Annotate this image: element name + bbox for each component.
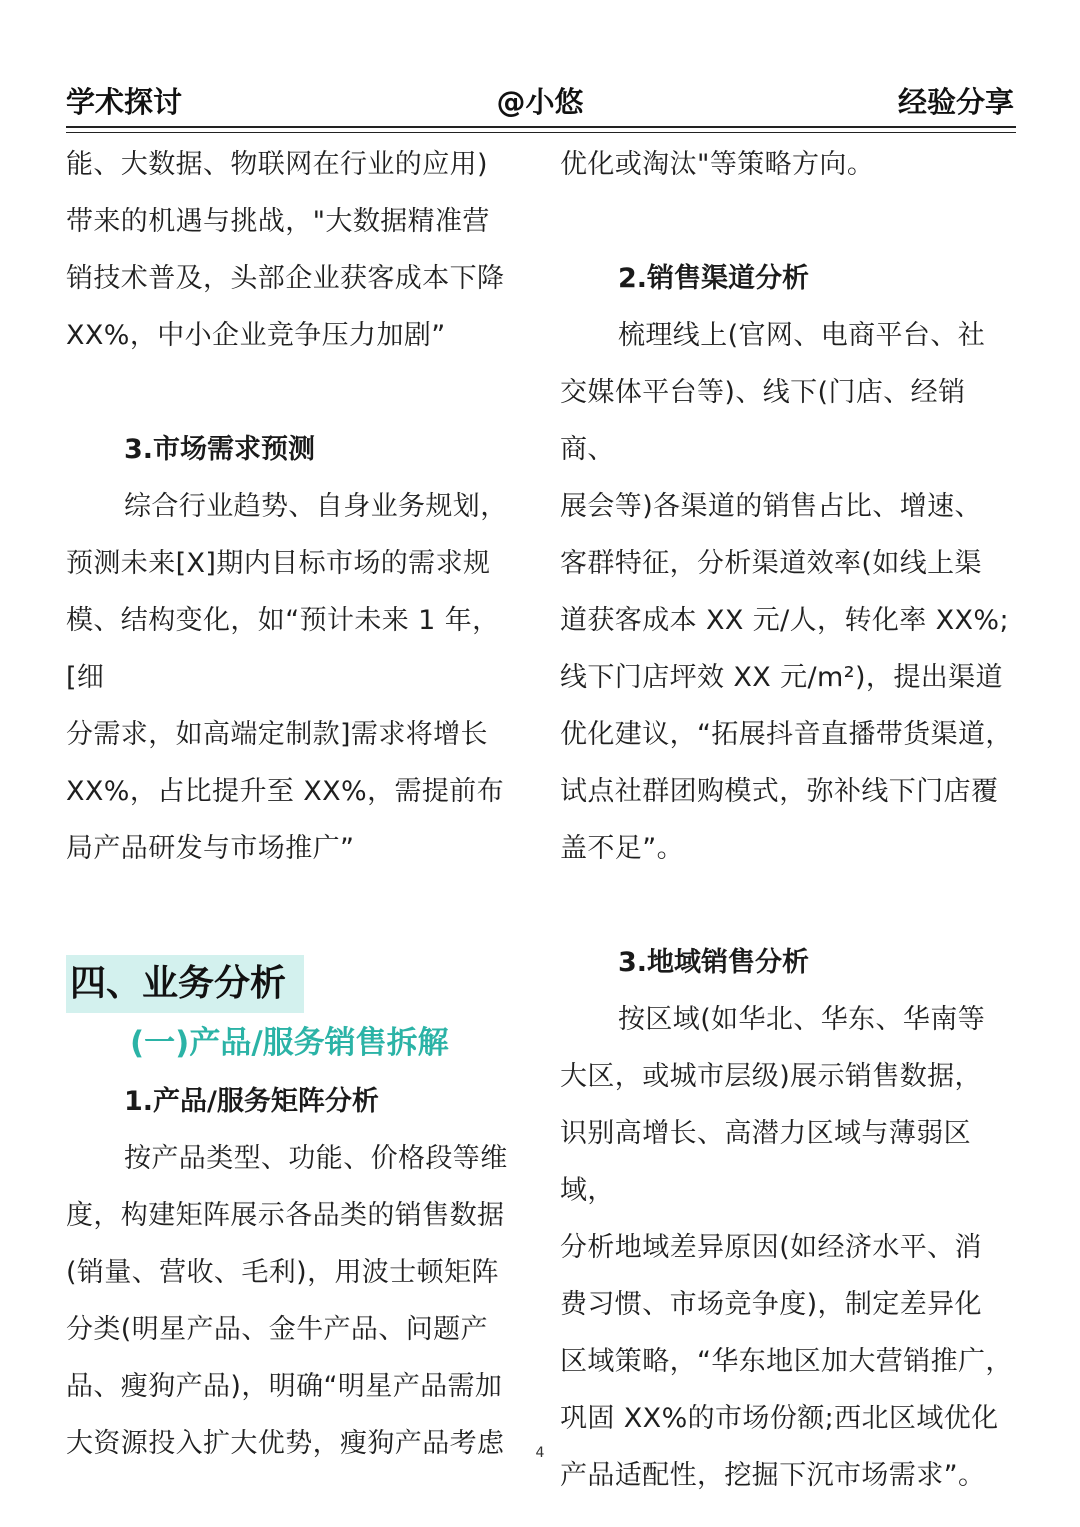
paragraph-regional-sales: 按区域(如华北、华东、华南等 大区，或城市层级)展示销售数据， 识别高增长、高潜力区域与薄弱区域， 分析地域差异原因(如经济水平、消 费习惯、市场竞争度)，制定差异化 区域策略，“华东地区加大营销推广， 巩固 XX%的市场份额;西北区域优化 产品适配性，挖掘下沉市场需求”。 <box>560 1004 1013 1491</box>
continued-paragraph: 优化或淘汰"等策略方向。 <box>560 149 875 180</box>
paragraph-market-demand: 综合行业趋势、自身业务规划， 预测未来[X]期内目标市场的需求规 模、结构变化，如“预计未来 1 年，[细 分需求，如高端定制款]需求将增长 XX%，占比提升至 XX%，需提前布 局产品研发与市场推广” <box>66 491 508 864</box>
paragraph-product-matrix: 按产品类型、功能、价格段等维 度，构建矩阵展示各品类的销售数据 (销量、营收、毛利)，用波士顿矩阵 分类(明星产品、金牛产品、问题产 品、瘦狗产品)，明确“明星产品需加 大资源投入扩大优势，瘦狗产品考虑 <box>66 1143 508 1459</box>
header-right-label: 经验分享 <box>897 85 1014 119</box>
subheading-sales-channel: 2.销售渠道分析 <box>618 263 810 294</box>
right-column <box>560 136 1020 1504</box>
page-number: 4 <box>535 1445 545 1461</box>
subheading-regional-sales: 3.地域销售分析 <box>618 947 810 978</box>
subheading-product-matrix: 1.产品/服务矩阵分析 <box>124 1086 379 1117</box>
paragraph-sales-channel: 梳理线上(官网、电商平台、社 交媒体平台等)、线下(门店、经销商、 展会等)各渠道的销售占比、增速、 客群特征，分析渠道效率(如线上渠 道获客成本 XX 元/人，转化率 XX%; 线下门店坪效 XX 元/m²)，提出渠道 优化建议，“拓展抖音直播带货渠道， 试点社群团购模式，弥补线下门店覆 盖不足”。 <box>560 320 1013 864</box>
section-subtitle: (一)产品/服务销售拆解 <box>130 1025 449 1061</box>
page-header <box>66 80 1014 124</box>
header-rule-thick <box>66 126 1016 128</box>
header-author: @小悠 <box>496 85 584 119</box>
header-rule-thin <box>66 132 1016 133</box>
left-column <box>66 136 526 1472</box>
section-title: 四、业务分析 <box>66 955 304 1013</box>
header-left-label: 学术探讨 <box>66 85 183 119</box>
continued-paragraph: 能、大数据、物联网在行业的应用) 带来的机遇与挑战，"大数据精准营 销技术普及，头部企业获客成本下降 XX%，中小企业竞争压力加剧” <box>66 149 505 351</box>
subheading-market-demand: 3.市场需求预测 <box>124 434 316 465</box>
